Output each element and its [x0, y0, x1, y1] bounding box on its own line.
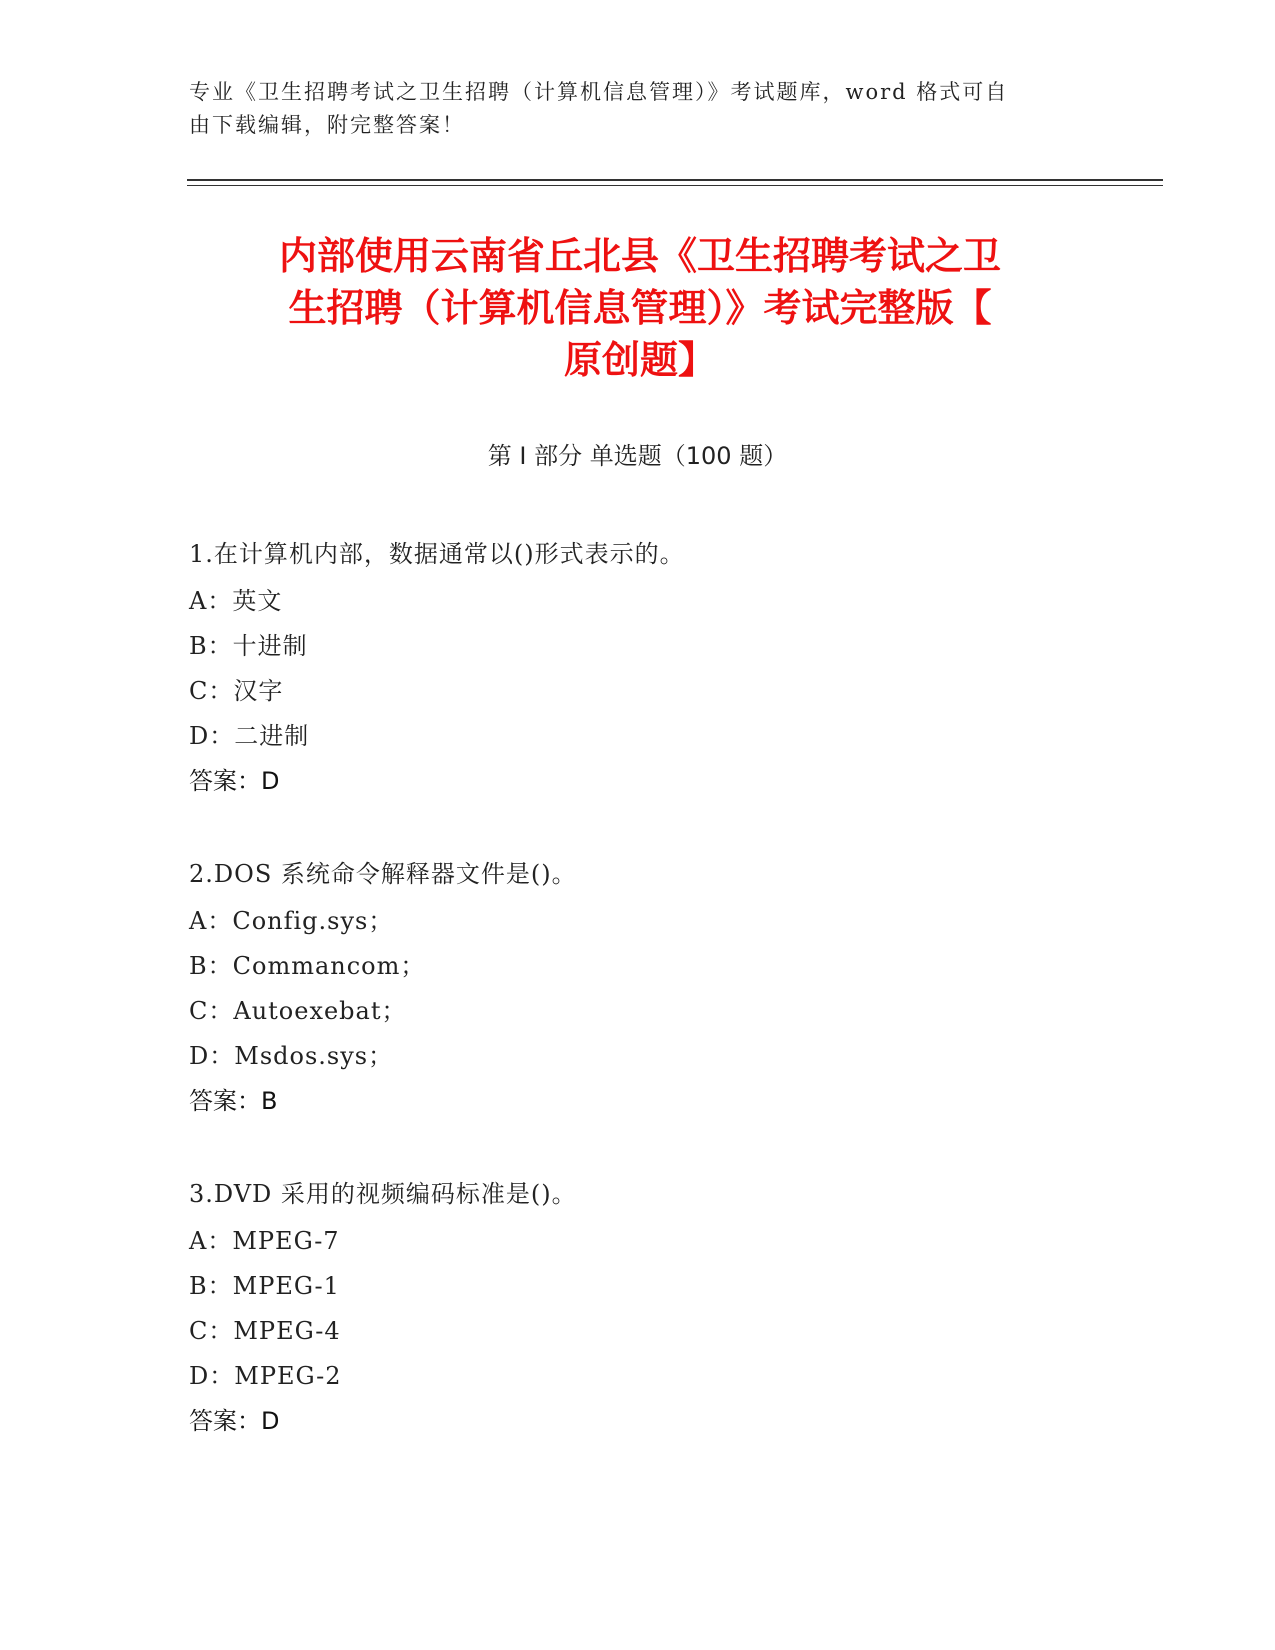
option-c: C：汉字 [189, 677, 284, 705]
option-c: C：MPEG-4 [189, 1317, 341, 1345]
question-stem: 1.在计算机内部，数据通常以()形式表示的。 [189, 540, 685, 568]
question-list [189, 532, 1109, 1492]
question-1 [189, 532, 1109, 804]
intro-text [189, 76, 1089, 142]
option-a: A：MPEG-7 [189, 1227, 340, 1255]
question-3 [189, 1172, 1109, 1444]
intro-line-1: 专业《卫生招聘考试之卫生招聘（计算机信息管理）》考试题库，word 格式可自 [189, 80, 1009, 104]
header-divider-thick [187, 179, 1163, 181]
answer-line: 答案：D [189, 1407, 280, 1435]
option-b: B：十进制 [189, 632, 308, 660]
section-heading: 第 I 部分 单选题（100 题） [487, 442, 788, 470]
option-d: D：MPEG-2 [189, 1362, 342, 1390]
title-line-1: 内部使用云南省丘北县《卫生招聘考试之卫 [278, 234, 1001, 278]
option-d: D：Msdos.sys； [189, 1042, 394, 1070]
intro-line-2: 由下载编辑，附完整答案！ [189, 113, 465, 137]
option-b: B：MPEG-1 [189, 1272, 340, 1300]
option-a: A：Config.sys； [189, 907, 394, 935]
question-2 [189, 852, 1109, 1124]
question-stem: 2.DOS 系统命令解释器文件是()。 [189, 860, 577, 888]
option-a: A：英文 [189, 587, 283, 615]
option-c: C：Autoexebat； [189, 997, 407, 1025]
title-line-3: 原创题】 [563, 338, 716, 382]
answer-line: 答案：D [189, 767, 280, 795]
answer-line: 答案：B [189, 1087, 278, 1115]
document-title [190, 230, 1090, 386]
question-stem: 3.DVD 采用的视频编码标准是()。 [189, 1180, 577, 1208]
header-divider-thin [187, 185, 1163, 186]
title-line-2: 生招聘（计算机信息管理）》考试完整版【 [288, 286, 992, 330]
option-d: D：二进制 [189, 722, 310, 750]
option-b: B：Commancom； [189, 952, 426, 980]
